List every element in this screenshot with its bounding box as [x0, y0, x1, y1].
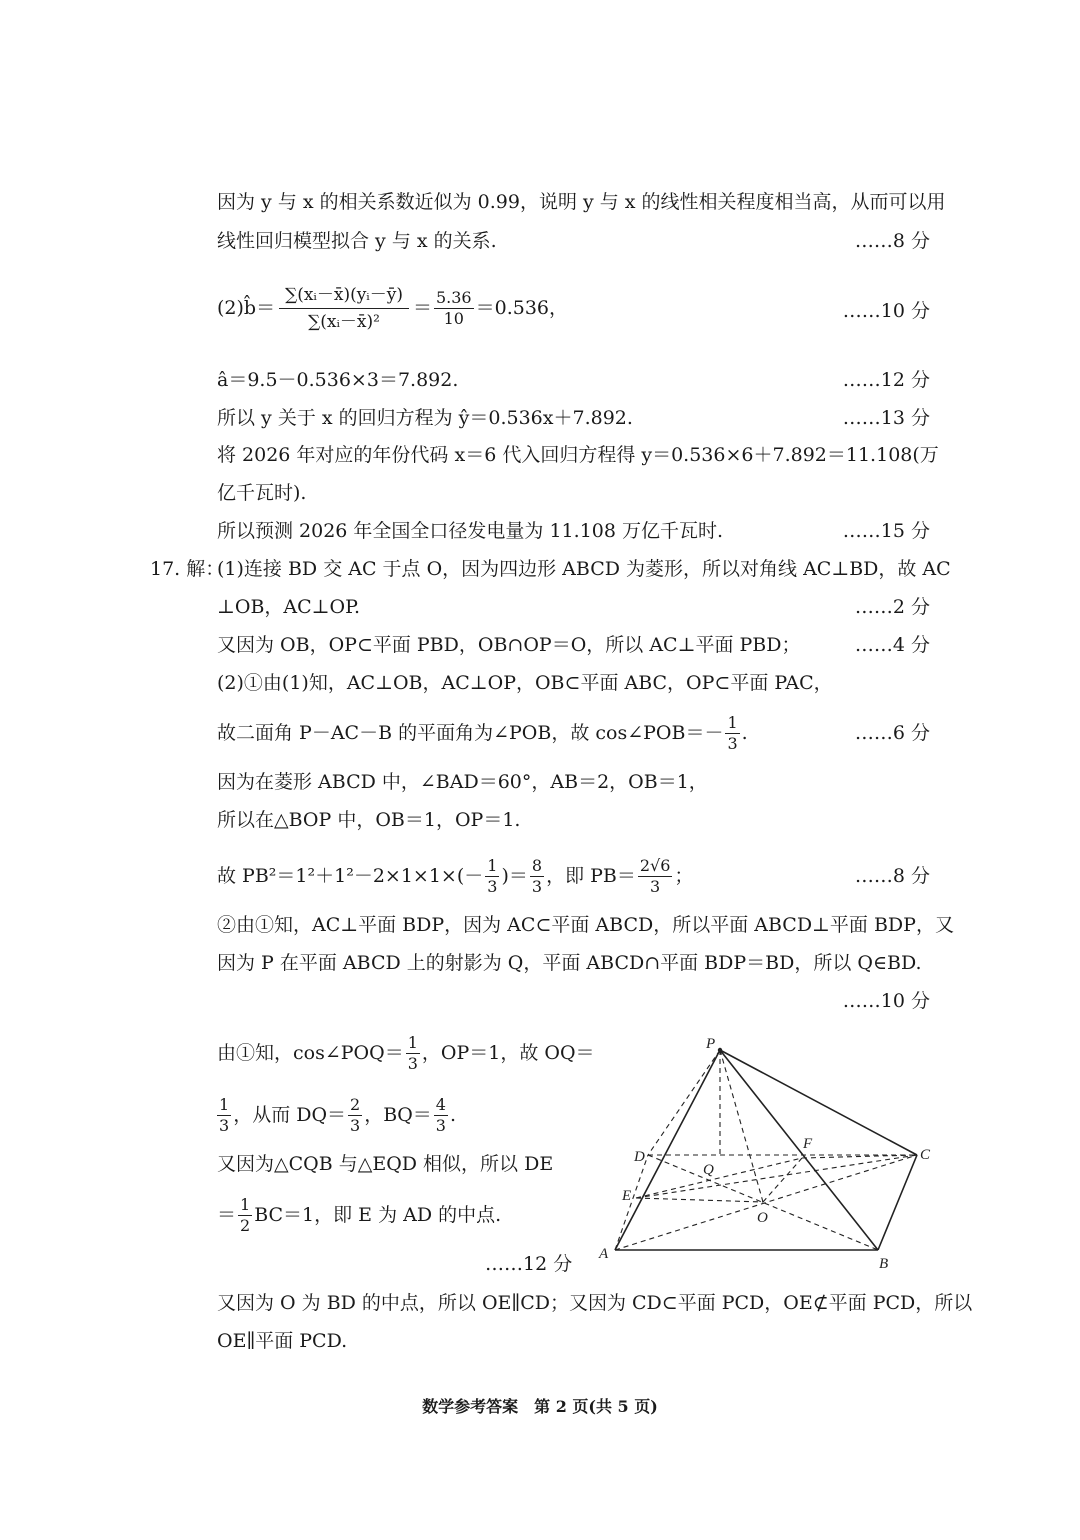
text-line: ⊥OB，AC⊥OP.: [217, 596, 361, 618]
text-line: 所以预测 2026 年全国全口径发电量为 11.108 万亿千瓦时.: [217, 520, 724, 542]
denominator: 3: [350, 1115, 361, 1135]
edge-pc: [720, 1050, 917, 1155]
score-mark: ……15 分: [842, 520, 930, 542]
text-line: 所以在△BOP 中，OB＝1，OP＝1.: [217, 809, 521, 831]
point-label-q: Q: [703, 1162, 714, 1178]
fraction: [485, 856, 499, 897]
cos-pob-line: [217, 708, 748, 758]
diag-ac: [615, 1155, 917, 1250]
edge-ad: [615, 1155, 648, 1250]
point-label-e: E: [622, 1188, 632, 1204]
text-segment: ，即 PB＝: [546, 865, 636, 887]
line-po: [720, 1050, 763, 1202]
score-mark: ……8 分: [854, 230, 930, 252]
text-line: 又因为 O 为 BD 的中点，所以 OE∥CD；又因为 CD⊂平面 PCD，OE⊄平面 PCD，所以: [217, 1292, 973, 1314]
text-line: 因为 y 与 x 的相关系数近似为 0.99，说明 y 与 x 的线性相关程度相当高，从而可以用: [217, 191, 946, 213]
point-label-o: O: [757, 1210, 768, 1226]
text-line: 又因为 OB，OP⊂平面 PBD，OB∩OP＝O，所以 AC⊥平面 PBD；: [217, 634, 801, 656]
text-segment: ＝: [217, 1204, 237, 1226]
vertex-label-a: A: [599, 1246, 609, 1262]
line-eo: [636, 1198, 763, 1202]
text-line: (2)①由(1)知，AC⊥OB，AC⊥OP，OB⊂平面 ABC，OP⊂平面 PAC，: [217, 672, 833, 694]
denominator: 3: [650, 876, 661, 896]
denominator: 3: [487, 876, 498, 896]
denominator: 2: [240, 1215, 251, 1235]
fraction: [725, 713, 739, 754]
edge-pd: [648, 1050, 720, 1155]
fraction: [348, 1095, 362, 1136]
pb-line: [217, 851, 693, 901]
b-hat-denominator: ∑(xᵢ－x̄)²: [308, 311, 380, 332]
de-line: [217, 1190, 501, 1240]
text-line: 线性回归模型拟合 y 与 x 的关系.: [217, 230, 497, 252]
text-line: 将 2026 年对应的年份代码 x＝6 代入回归方程得 y＝0.536×6＋7.892＝11.108(万: [217, 444, 939, 466]
text-line: OE∥平面 PCD.: [217, 1330, 348, 1352]
dq-bq-line: [217, 1090, 456, 1140]
edge-pa: [615, 1050, 720, 1250]
fraction: [638, 856, 673, 897]
text-segment: ，从而 DQ＝: [233, 1104, 347, 1126]
text-line: â＝9.5－0.536×3＝7.892.: [217, 369, 459, 391]
fraction: [217, 1095, 231, 1136]
score-mark: ……12 分: [842, 369, 930, 391]
score-mark: ……12 分: [485, 1253, 573, 1275]
numerator: 2: [350, 1094, 361, 1114]
text-segment: ，BQ＝: [364, 1104, 432, 1126]
text-segment: ；: [674, 865, 694, 887]
fraction: [530, 856, 544, 897]
text-line: 亿千瓦时).: [217, 482, 307, 504]
denominator: 3: [531, 876, 543, 896]
numerator: 4: [435, 1094, 446, 1114]
diag-db: [648, 1155, 878, 1250]
text-segment: ，OP＝1，故 OQ＝: [421, 1042, 595, 1064]
text-segment: .: [741, 722, 748, 744]
b-hat-result: ＝0.536，: [475, 297, 569, 319]
line-of: [763, 1158, 802, 1202]
point-label-f: F: [803, 1136, 813, 1152]
b-hat-fraction: [279, 282, 409, 335]
edge-bc: [878, 1155, 917, 1250]
numerator: 8: [531, 855, 543, 875]
page-footer: 数学参考答案 第 2 页(共 5 页): [422, 1397, 658, 1416]
numerator: 2√6: [639, 855, 671, 875]
b-frac-den: 10: [443, 308, 464, 328]
text-line: (1)连接 BD 交 AC 于点 O，因为四边形 ABCD 为菱形，所以对角线 AC⊥BD，故 AC: [217, 558, 951, 580]
text-segment: BC＝1，即 E 为 AD 的中点.: [254, 1204, 502, 1226]
denominator: 3: [435, 1115, 446, 1135]
numerator: 1: [219, 1094, 230, 1114]
denominator: 3: [219, 1115, 230, 1135]
score-mark: ……8 分: [854, 865, 930, 887]
score-mark: ……2 分: [854, 596, 930, 618]
numerator: 1: [407, 1032, 418, 1052]
edge-pb: [720, 1050, 878, 1250]
text-line: 因为在菱形 ABCD 中，∠BAD＝60°，AB＝2，OB＝1，: [217, 771, 708, 793]
score-mark: ……10 分: [842, 990, 930, 1012]
pyramid-figure: [590, 1030, 950, 1280]
score-mark: ……4 分: [854, 634, 930, 656]
score-mark: ……10 分: [842, 300, 930, 322]
numerator: 1: [240, 1194, 251, 1214]
denominator: 3: [407, 1053, 418, 1073]
fraction: [406, 1033, 420, 1074]
score-mark: ……13 分: [842, 407, 930, 429]
numerator: 1: [487, 855, 498, 875]
vertex-label-p: P: [706, 1036, 716, 1052]
line-ec: [636, 1155, 917, 1198]
text-segment: 故 PB²＝1²＋1²－2×1×1×(－: [217, 865, 484, 887]
b-hat-prefix: (2)b̂＝: [217, 297, 276, 319]
denominator: 3: [727, 733, 738, 753]
b-frac-num: 5.36: [435, 287, 472, 307]
text-line: 又因为△CQB 与△EQD 相似，所以 DE: [217, 1153, 554, 1175]
cos-poq-line: [217, 1028, 595, 1078]
text-segment: 故二面角 P－AC－B 的平面角为∠POB，故 cos∠POB＝－: [217, 722, 724, 744]
text-segment: )＝: [501, 865, 528, 887]
question-label: 17. 解：: [150, 558, 225, 580]
fraction: [238, 1195, 252, 1236]
fraction: [434, 1095, 448, 1136]
numerator: 1: [727, 712, 738, 732]
text-line: ②由①知，AC⊥平面 BDP，因为 AC⊂平面 ABCD，所以平面 ABCD⊥平面 BDP，又: [217, 914, 954, 936]
text-line: 所以 y 关于 x 的回归方程为 ŷ＝0.536x＋7.892.: [217, 407, 633, 429]
vertex-label-c: C: [920, 1147, 931, 1163]
text-segment: .: [449, 1104, 457, 1126]
vertex-label-d: D: [634, 1149, 645, 1165]
b-hat-value-fraction: [434, 288, 474, 329]
vertex-label-b: B: [879, 1256, 889, 1272]
text-line: 因为 P 在平面 ABCD 上的射影为 Q，平面 ABCD∩平面 BDP＝BD，所以 Q∈BD.: [217, 952, 922, 974]
b-hat-numerator: ∑(xᵢ－x̄)(yᵢ－ȳ): [279, 282, 409, 309]
text-segment: 由①知，cos∠POQ＝: [217, 1042, 404, 1064]
score-mark: ……6 分: [854, 722, 930, 744]
b-hat-formula: (2)b̂＝ $\frac{\text{∑(xᵢ－x̄)(yᵢ－ȳ)}}{\text{∑(xᵢ－x̄)²}}$ ＝ $\frac{5.36}{10}$ ＝0.536，: [217, 278, 568, 338]
